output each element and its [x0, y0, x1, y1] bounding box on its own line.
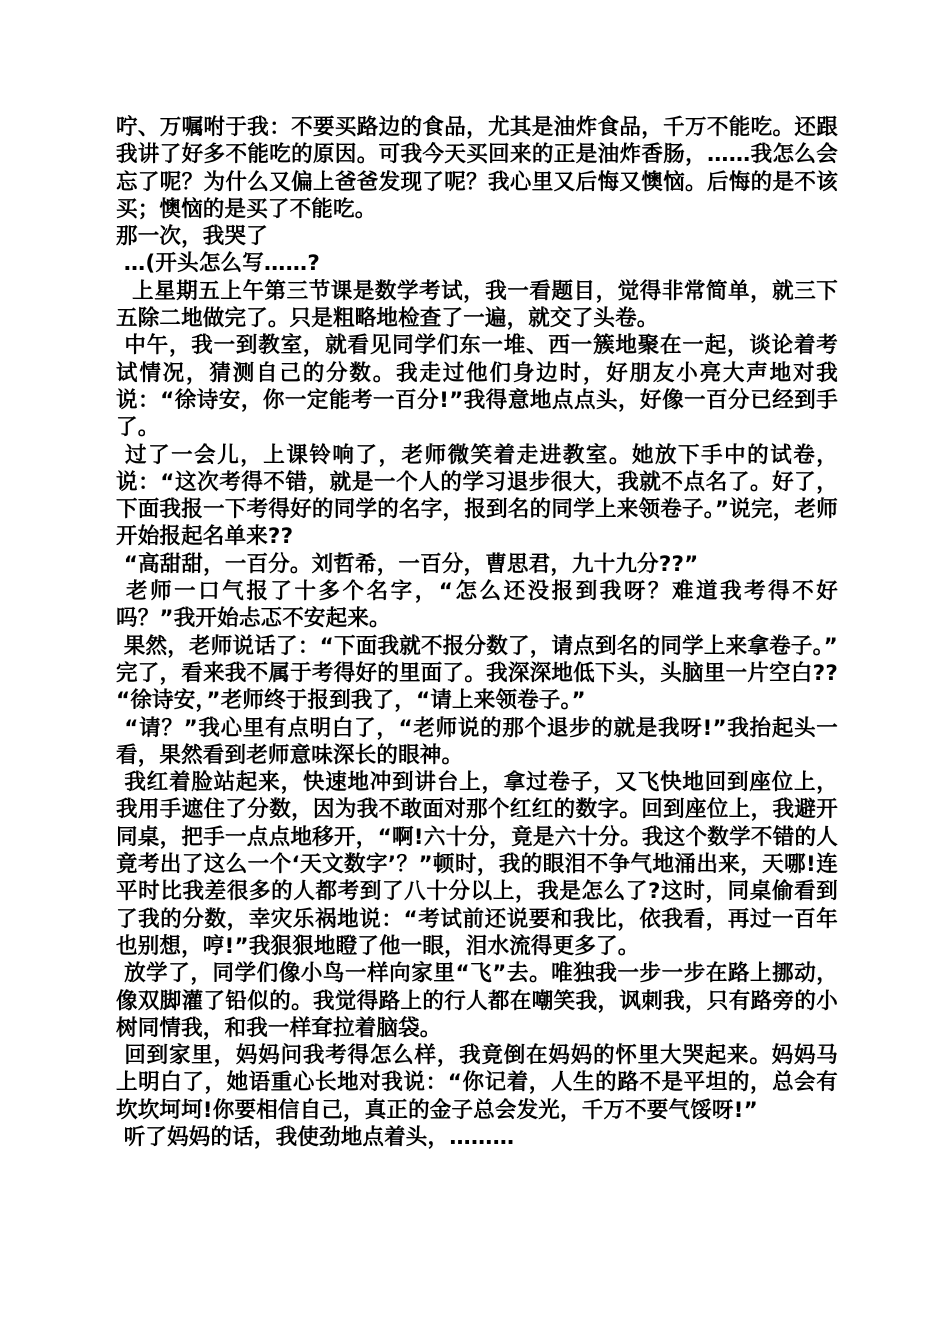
paragraph-8: 老师一口气报了十多个名字，“怎么还没报到我呀？难道我考得不好吗？”我开始忐忑不安起来。	[116, 579, 838, 632]
document-body	[116, 114, 846, 1151]
paragraph-1: 咛、万嘱咐于我：不要买路边的食品，尤其是油炸食品，千万不能吃。还跟我讲了好多不能吃的原因。可我今天买回来的正是油炸香肠，……我怎么会忘了呢？为什么又偏上爸爸发现了呢？我心里又后悔又懊恼。后悔的是不该买；懊恼的是买了不能吃。	[116, 115, 838, 222]
paragraph-13: 回到家里，妈妈问我考得怎么样，我竟倒在妈妈的怀里大哭起来。妈妈马上明白了，她语重心长地对我说：“你记着，人生的路不是平坦的，总会有坎坎坷坷!你要相信自己，真正的金子总会发光，千万不要气馁呀!”	[116, 1043, 838, 1123]
paragraph-6: 过了一会儿，上课铃响了，老师微笑着走进教室。她放下手中的试卷，说：“这次考得不错，就是一个人的学习退步很大，我就不点名了。好了，下面我报一下考得好的同学的名字，报到名的同学上来领卷子。”说完，老师开始报起名单来??	[116, 442, 838, 550]
paragraph-11: 我红着脸站起来，快速地冲到讲台上，拿过卷子，又飞快地回到座位上，我用手遮住了分数，因为我不敢面对那个红红的数字。回到座位上，我避开同桌，把手一点点地移开，“啊!六十分，竟是六十分。我这个数学不错的人竟考出了这么一个‘天文数字’？”顿时，我的眼泪不争气地涌出来，天哪!连平时比我差很多的人都考到了八十分以上，我是怎么了?这时，同桌偷看到了我的分数，幸灾乐祸地说：“考试前还说要和我比，依我看，再过一百年也别想，哼!”我狠狠地瞪了他一眼，泪水流得更多了。	[116, 770, 838, 959]
paragraph-7: “高甜甜，一百分。刘哲希，一百分，曹思君，九十九分??”	[116, 551, 699, 577]
paragraph-2-essay-title: 那一次，我哭了	[116, 224, 268, 250]
paragraph-4: 上星期五上午第三节课是数学考试，我一看题目，觉得非常简单，就三下五除二地做完了。只是粗略地检查了一遍，就交了头卷。	[116, 278, 839, 332]
paragraph-9: 果然，老师说话了：“下面我就不报分数了，请点到名的同学上来拿卷子。” 完了，看来我不属于考得好的里面了。我深深地低下头，头脑里一片空白?? “徐诗安，”老师终于报到我了，“请上来领卷子。”	[116, 633, 846, 714]
paragraph-10: “请？”我心里有点明白了，“老师说的那个退步的就是我呀!”我抬起头一看，果然看到老师意味深长的眼神。	[116, 715, 839, 768]
paragraph-3: …(开头怎么写……?	[116, 251, 320, 277]
paragraph-12: 放学了，同学们像小鸟一样向家里“飞”去。唯独我一步一步在路上挪动，像双脚灌了铅似的。我觉得路上的行人都在嘲笑我，讽刺我，只有路旁的小树同情我，和我一样耷拉着脑袋。	[116, 961, 838, 1041]
paragraph-5: 中午，我一到教室，就看见同学们东一堆、西一簇地聚在一起，谈论着考试情况，猜测自己的分数。我走过他们身边时，好朋友小亮大声地对我说：“徐诗安，你一定能考一百分!”我得意地点点头，好像一百分已经到手了。	[116, 333, 838, 441]
paragraph-14: 听了妈妈的话，我使劲地点着头，………	[116, 1124, 515, 1150]
